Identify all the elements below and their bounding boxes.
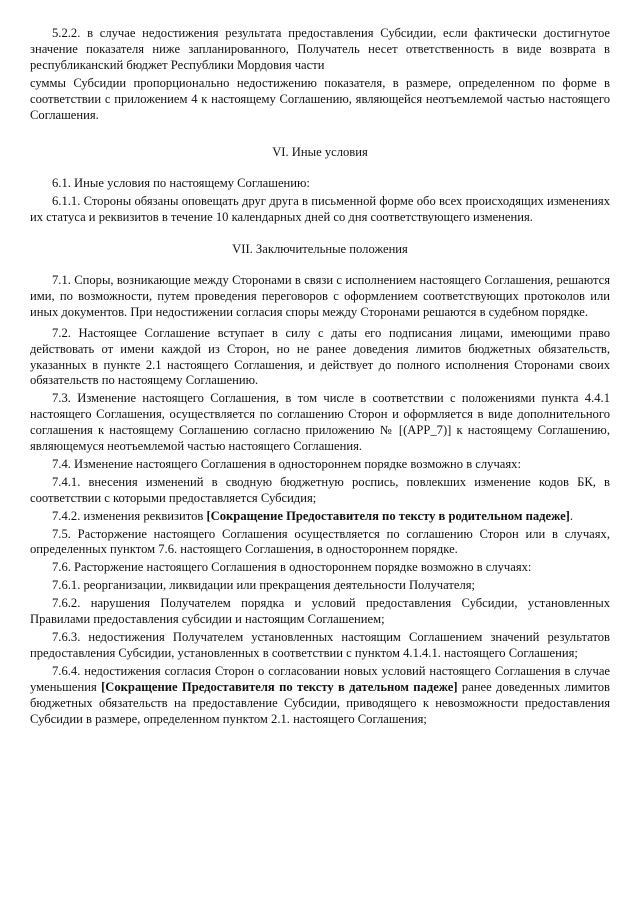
paragraph-7-6: 7.6. Расторжение настоящего Соглашения в одностороннем порядке возможно в случаях: (52, 560, 532, 575)
section-vi-heading: VI. Иные условия (272, 145, 368, 160)
paragraph-7-6-2: 7.6.2. нарушения Получателем порядка и условий предоставления Субсидии, установленных Правилами предоставления субсидии и настоящим Соглашением; (30, 596, 610, 627)
paragraph-7-4-2-text: 7.4.2. изменения реквизитов (52, 508, 207, 523)
paragraph-7-6-4 (30, 664, 610, 728)
paragraph-7-2: 7.2. Настоящее Соглашение вступает в силу с даты его подписания лицами, имеющими право действовать от имени каждой из Сторон, но не ранее доведения лимитов бюджетных обязательств, указанных в пункте 2.1 настоящего Соглашения, и действует до полного исполнения Сторонами своих обязательств по настоящему Соглашению. (30, 325, 610, 388)
placeholder-provider-genitive: [Сокращение Предоставителя по тексту в родительном падеже] (206, 508, 570, 523)
document-page (30, 26, 610, 727)
paragraph-6-1-1: 6.1.1. Стороны обязаны оповещать друг друга в письменной форме обо всех происходящих изменениях их статуса и реквизитов в течение 10 календарных дней со дня соответствующего изменения. (30, 194, 610, 225)
section-vii-heading: VII. Заключительные положения (232, 242, 408, 257)
paragraph-7-6-4-text: 7.6.4. недостижения согласия Сторон о согласовании новых условий настоящего Соглашения в случае уменьшения (30, 663, 610, 694)
paragraph-7-6-1: 7.6.1. реорганизации, ликвидации или прекращения деятельности Получателя; (52, 578, 476, 593)
paragraph-7-4-2 (30, 509, 610, 525)
paragraph-7-1: 7.1. Споры, возникающие между Сторонами в связи с исполнением настоящего Соглашения, решаются ими, по возможности, путем проведения переговоров с оформлением соответствующих протоколов или иных документов. При недостижении согласия споры между Сторонами решаются в судебном порядке. (30, 272, 610, 319)
paragraph-7-4-2-end: . (569, 508, 574, 523)
paragraph-5-2-2-part1: 5.2.2. в случае недостижения результата предоставления Субсидии, если фактически достигнутое значение показателя ниже запланированного, Получатель несет ответственность в виде возврата в республиканский бюджет Республики Мордовия части (30, 26, 610, 72)
paragraph-7-5: 7.5. Расторжение настоящего Соглашения осуществляется по соглашению Сторон или в случаях, определенных пунктом 7.6. настоящего Соглашения, в одностороннем порядке. (30, 526, 610, 557)
paragraph-5-2-2-part2: суммы Субсидии пропорционально недостижению показателя, в размере, определенном по форме в соответствии с приложением 4 к настоящему Соглашению, являющейся неотъемлемой частью настоящего Соглашения. (30, 75, 610, 122)
paragraph-7-6-3: 7.6.3. недостижения Получателем установленных настоящим Соглашением значений результатов предоставления Субсидии, установленных в соответствии с пунктом 4.1.4.1. настоящего Соглашения; (30, 630, 610, 660)
paragraph-6-1: 6.1. Иные условия по настоящему Соглашению: (52, 176, 310, 191)
paragraph-7-3: 7.3. Изменение настоящего Соглашения, в том числе в соответствии с положениями пункта 4.4.1 настоящего Соглашения, осуществляется по соглашению Сторон и оформляется в виде дополнительного соглашения к настоящему Соглашению согласно приложению № [(APP_7)] к настоящему Соглашению, являющемуся неотъемлемой частью настоящего Соглашения. (30, 391, 610, 454)
paragraph-7-6-4-end: ранее доведенных лимитов бюджетных обязательств на предоставление Субсидии, приводящего к невозможности предоставления Субсидии в размере, определенном пунктом 2.1. настоящего Соглашения; (30, 679, 610, 726)
placeholder-provider-dative: [Сокращение Предоставителя по тексту в дательном падеже] (101, 679, 458, 694)
paragraph-7-4-1: 7.4.1. внесения изменений в сводную бюджетную роспись, повлекших изменение кодов БК, в соответствии с которыми предоставляется Субсидия; (30, 474, 610, 505)
paragraph-7-4: 7.4. Изменение настоящего Соглашения в одностороннем порядке возможно в случаях: (52, 456, 521, 471)
